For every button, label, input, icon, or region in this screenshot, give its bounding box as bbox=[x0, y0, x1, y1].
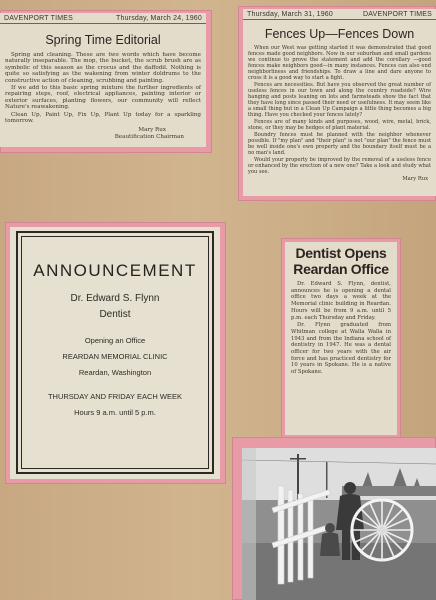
fences-date: Thursday, March 31, 1960 bbox=[247, 11, 333, 18]
photo-scene bbox=[242, 448, 436, 600]
editorial-body bbox=[0, 52, 206, 124]
editorial-signature-name: Mary Rux bbox=[138, 127, 166, 134]
dentist-body bbox=[285, 281, 397, 376]
editorial-paragraph: If we add to this basic spring mixture the further ingredients of repairing steps, roof, electrical appliances, painting interior or exterior surfaces, planting flowers, our community will reflect Nature's reawakening. bbox=[5, 85, 201, 111]
fences-paragraph: When our West was getting started it was demonstrated that good fences made good neighbors. Now in our suburban and small gardens we continue to prove the statement and add the corollary —good fences make neighbors good—in many instances. Fences can also end neighborliness and friendships. To draw a line and dare anyone to cross it is a good way to start a fight. bbox=[248, 45, 431, 81]
announcement-location: Reardan, Washington bbox=[78, 368, 152, 377]
announcement-hours: Hours 9 a.m. until 5 p.m. bbox=[74, 408, 156, 417]
announcement-content bbox=[10, 261, 220, 417]
announcement-opening: Opening an Office bbox=[84, 336, 146, 345]
announcement-title: ANNOUNCEMENT bbox=[33, 261, 197, 280]
dentist-headline-line1: Dentist Opens bbox=[295, 245, 387, 261]
fences-body bbox=[243, 45, 436, 175]
dentist-paragraph: Dr. Edward S. Flynn, dentist, announces he is opening a dental office two days a week at the Memorial clinic building in Reardan. Hours will be from 9 a.m. until 5 p.m. each Thursday and Friday. bbox=[291, 281, 391, 321]
fences-headline: Fences Up—Fences Down bbox=[264, 27, 415, 41]
editorial-clipping bbox=[0, 13, 206, 147]
editorial-headline: Spring Time Editorial bbox=[45, 33, 161, 47]
editorial-paper-name: DAVENPORT TIMES bbox=[4, 15, 73, 22]
dentist-clipping bbox=[285, 242, 397, 435]
fences-paragraph: Fences are of many kinds and purposes, wood, wire, metal, brick, stone, or they may be hedges of plant material. bbox=[248, 119, 431, 131]
fences-paper-name: DAVENPORT TIMES bbox=[363, 11, 432, 18]
announcement-card bbox=[10, 227, 220, 479]
fences-signature-name: Mary Rux bbox=[402, 176, 428, 182]
fences-paragraph: Would your property be improved by the removal of a useless fence or enhanced by the erection of a new one? Take a look and study what you see. bbox=[248, 157, 431, 175]
photo-wagon-wheel-fence bbox=[242, 448, 436, 600]
editorial-date: Thursday, March 24, 1960 bbox=[116, 15, 202, 22]
fences-paragraph: Fences are necessities. But have you observed the great number of useless fences in our town and along the country roadside? Wire hanging and posts leaning on lots and farmsteads show the fact that they have long since passed their need or usefulness. It may seem like a small thing but in a Clean Up Campaign a little thing becomes a big thing. Have you checked your fences lately? bbox=[248, 82, 431, 118]
fences-masthead bbox=[243, 9, 436, 20]
editorial-masthead bbox=[0, 13, 206, 24]
announcement-profession: Dentist bbox=[99, 309, 131, 320]
fences-clipping bbox=[243, 9, 436, 196]
announcement-days: THURSDAY AND FRIDAY EACH WEEK bbox=[47, 392, 183, 401]
fences-paragraph: Boundry fences must be planned with the neighbor whenever possible. If "my plan" and "their plan" is not "our plan" the fence must be well inside one's own property and the boundary itself must be a no man's land. bbox=[248, 132, 431, 156]
editorial-paragraph: Spring and cleaning. These are two words which have become naturally inseparable. The mop, the bucket, the scrub brush are as symbolic of this season as the crocus and the daffodil. Nothing is quite so satisfying as the wakening from winter doldrums to the constructive action of cleaning, scrubbing and painting. bbox=[5, 52, 201, 84]
announcement-doctor-name: Dr. Edward S. Flynn bbox=[70, 293, 160, 304]
dentist-paragraph: Dr. Flynn graduated from Whitman college at Walla Walla in 1943 and from the Indiana school of dentistry in 1947. He was a dental officer for two years with the air force and has practiced dentistry for 10 years in Spokane. He is a native of Spokane. bbox=[291, 322, 391, 376]
dentist-headline-line2: Reardan Office bbox=[293, 261, 389, 277]
announcement-clinic: REARDAN MEMORIAL CLINIC bbox=[62, 352, 168, 361]
editorial-signature-title: Beautification Chairman bbox=[114, 133, 184, 140]
editorial-paragraph: Clean Up, Paint Up, Fix Up, Plant Up today for a sparkling tomorrow. bbox=[5, 111, 201, 125]
